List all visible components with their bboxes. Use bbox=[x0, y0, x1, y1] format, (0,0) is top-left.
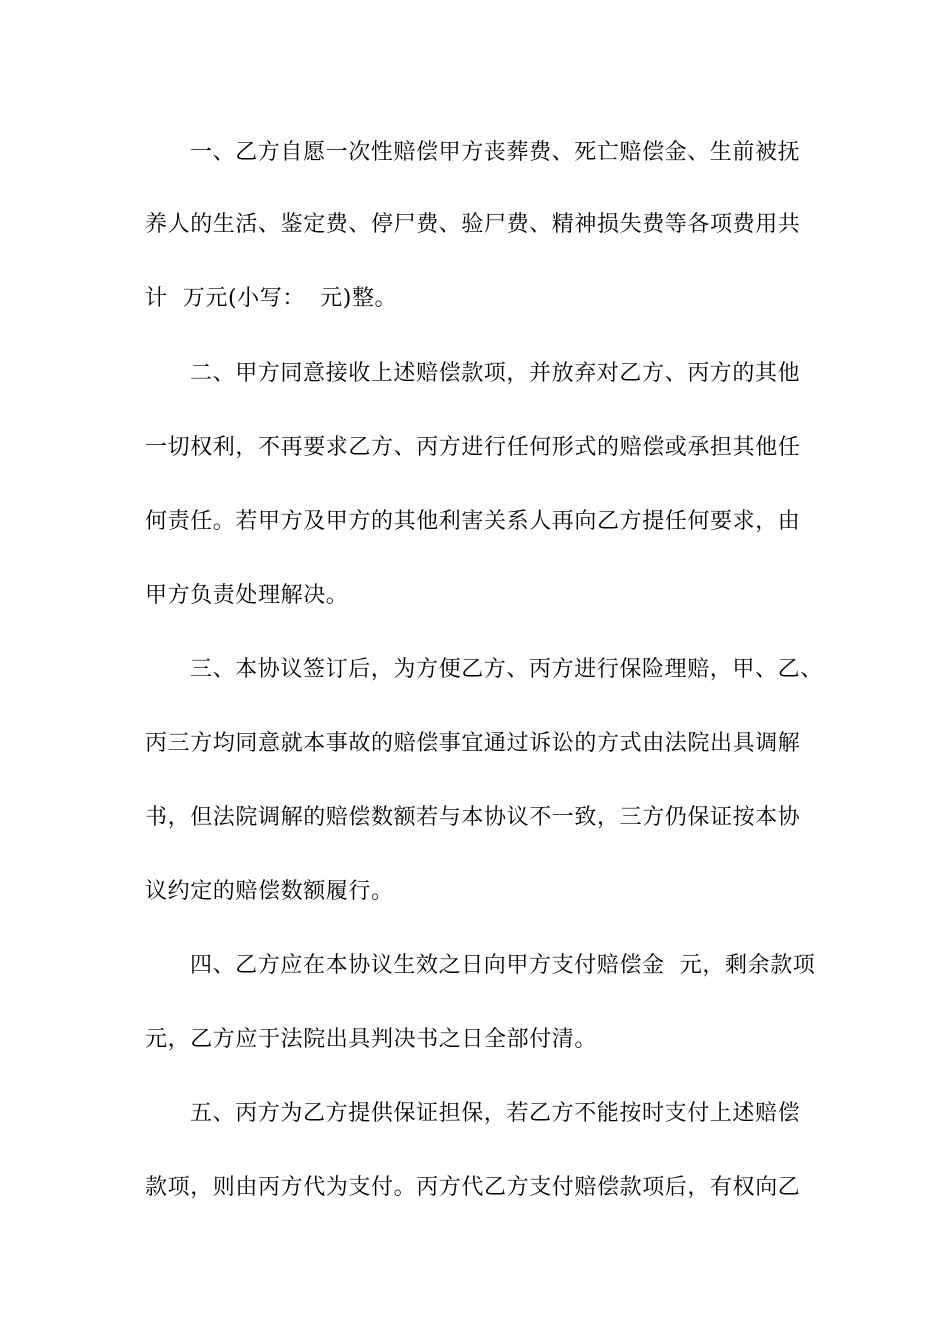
clause-4-line-1: 四、乙方应在本协议生效之日向甲方支付赔偿金 元，剩余款项 bbox=[190, 953, 816, 978]
clause-5-line-1: 五、丙方为乙方提供保证担保，若乙方不能按时支付上述赔偿 bbox=[190, 1101, 801, 1126]
clause-5-line-2: 款项，则由丙方代为支付。丙方代乙方支付赔偿款项后，有权向乙 bbox=[145, 1175, 801, 1200]
clause-3-line-3: 书，但法院调解的赔偿数额若与本协议不一致，三方仍保证按本协 bbox=[145, 805, 801, 830]
clause-1-line-3: 计 万元(小写： 元)整。 bbox=[145, 286, 398, 311]
clause-3-line-1: 三、本协议签订后，为方便乙方、丙方进行保险理赔，甲、乙、 bbox=[190, 657, 823, 682]
clause-2-line-2: 一切权利，不再要求乙方、丙方进行任何形式的赔偿或承担其他任 bbox=[145, 435, 801, 460]
clause-3-line-2: 丙三方均同意就本事故的赔偿事宜通过诉讼的方式由法院出具调解 bbox=[145, 731, 801, 756]
clause-2-line-4: 甲方负责处理解决。 bbox=[145, 583, 349, 608]
clause-1-line-1: 一、乙方自愿一次性赔偿甲方丧葬费、死亡赔偿金、生前被抚 bbox=[190, 140, 801, 165]
clause-2-line-1: 二、甲方同意接收上述赔偿款项，并放弃对乙方、丙方的其他 bbox=[190, 361, 801, 386]
clause-1-line-2: 养人的生活、鉴定费、停尸费、验尸费、精神损失费等各项费用共 bbox=[145, 212, 801, 237]
clause-4-line-2: 元，乙方应于法院出具判决书之日全部付清。 bbox=[145, 1027, 598, 1052]
clause-3-line-4: 议约定的赔偿数额履行。 bbox=[145, 879, 394, 904]
clause-2-line-3: 何责任。若甲方及甲方的其他利害关系人再向乙方提任何要求，由 bbox=[145, 509, 801, 534]
